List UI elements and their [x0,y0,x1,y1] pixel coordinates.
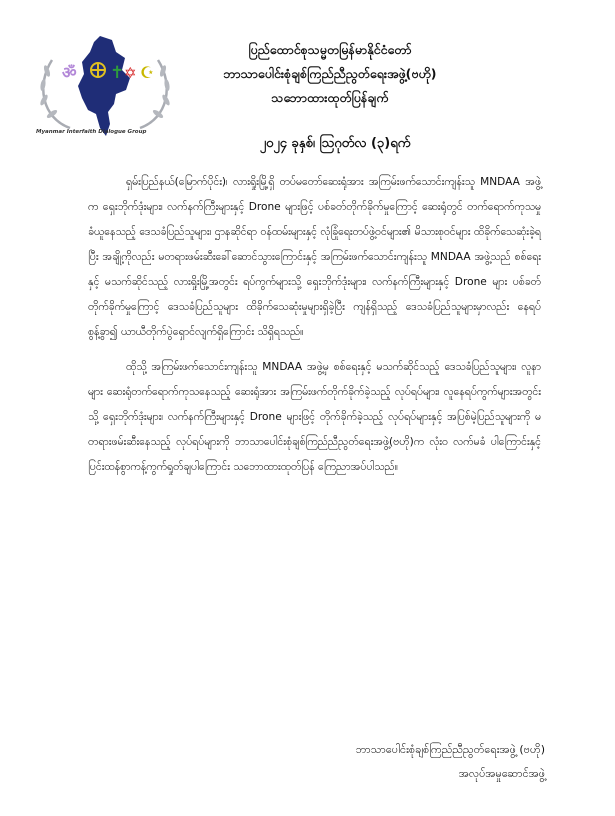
document-header [180,38,480,110]
logo-caption: Myanmar Interfaith Dialogue Group [36,129,147,135]
organization-name: ဘာသာပေါင်းစုံချစ်ကြည်ညီညွတ်ရေးအဖွဲ့(ဗဟို) [223,66,437,81]
myanmar-map-icon [78,36,130,136]
star-of-david-icon: ✡ [124,64,137,82]
signature-block [356,738,545,786]
interfaith-logo [30,30,180,142]
paragraph-2: ထိုသို့ အကြမ်းဖက်သောင်းကျန်းသူ MNDAA အဖွဲ့မှ စစ်ရေးနှင့် မသက်ဆိုင်သည့် ဒေသခံပြည်သူများ၊ လူနာများ ဆေးရုံတက်ရောက်ကုသနေသည့် ဆေးရုံအား အကြမ်းဖက်တိုက်ခိုက်ခဲ့သည့် လုပ်ရပ်များ၊ လူနေရပ်ကွက်များအတွင်းသို့ ရှေးဘိုက်ဒုံးများ၊ လက်နက်ကြီးများနှင့် Drone များဖြင့် တိုက်ခိုက်ခဲ့သည့် လုပ်ရပ်များနှင့် အပြစ်မဲ့ပြည်သူများကို မတရားဖမ်းဆီးနေသည့် လုပ်ရပ်များကို ဘာသာပေါင်းစုံချစ်ကြည်ညီညွတ်ရေးအဖွဲ့(ဗဟို)က လုံးဝ လက်မခံ ပါကြောင်းနှင့် ပြင်းထန်စွာကန့်ကွက်ရှုတ်ချပါကြောင်း သဘောထားထုတ်ပြန် ကြေညာအပ်ပါသည်။ [88,361,541,473]
statement-title: သဘောထားထုတ်ပြန်ချက် [271,90,389,105]
crescent-icon: ☪ [140,63,155,82]
paragraph-1: ရှမ်းပြည်နယ်(မြောက်ပိုင်း)၊ လားရှိုးမြို့ရှိ တပ်မတော်ဆေးရုံအား အကြမ်းဖက်သောင်းကျန်းသူ MNDAA အဖွဲ့က ရှေးဘိုက်ဒုံးများ၊ လက်နက်ကြီးများနှင့် Drone များဖြင့် ပစ်ခတ်တိုက်ခိုက်မှုကြောင့် ဆေးရုံတွင် တက်ရောက်ကုသမှုခံယူနေသည့် ဒေသခံပြည်သူများ၊ ဌာနဆိုင်ရာ ဝန်ထမ်းများနှင့် လုံခြုံရေးတပ်ဖွဲ့ဝင်များ၏ မိသားစုဝင်များ ထိခိုက်သေဆုံးခဲ့ရပြီး အချို့ကိုလည်း မတရားဖမ်းဆီးခေါ်ဆောင်သွားကြောင်းနှင့် အကြမ်းဖက်သောင်းကျန်းသူ MNDAA အဖွဲ့သည် စစ်ရေးနှင့် မသက်ဆိုင်သည့် လားရှိုးမြို့အတွင်း ရပ်ကွက်များသို့ ရှေးဘိုက်ဒုံးများ၊ လက်နက်ကြီးများနှင့် Drone များ ပစ်ခတ်တိုက်ခိုက်မှုကြောင့် ဒေသခံပြည်သူများ ထိခိုက်သေဆုံးမှုများရှိခဲ့ပြီး ကျန်ရှိသည့် ဒေသခံပြည်သူများမှာလည်း နေရပ်စွန့်ခွာ၍ ယာယီတိုက်ပွဲရှောင်လျက်ရှိကြောင်း သိရှိရသည်။ [88,176,541,338]
signature-committee: အလုပ်အမှုဆောင်အဖွဲ့ [458,767,545,780]
dharma-wheel-icon [91,63,105,77]
statement-body [88,170,541,490]
signature-organization: ဘာသာပေါင်းစုံချစ်ကြည်ညီညွတ်ရေးအဖွဲ့ (ဗဟို) [355,743,545,756]
statement-date: ၂၀၂၄ ခုနှစ်၊ ဩဂုတ်လ (၃)ရက် [259,136,411,151]
country-name: ပြည်ထောင်စုသမ္မတမြန်မာနိုင်ငံတော် [248,42,412,57]
om-icon: ॐ [62,63,77,82]
cross-icon: ✝ [110,63,125,83]
